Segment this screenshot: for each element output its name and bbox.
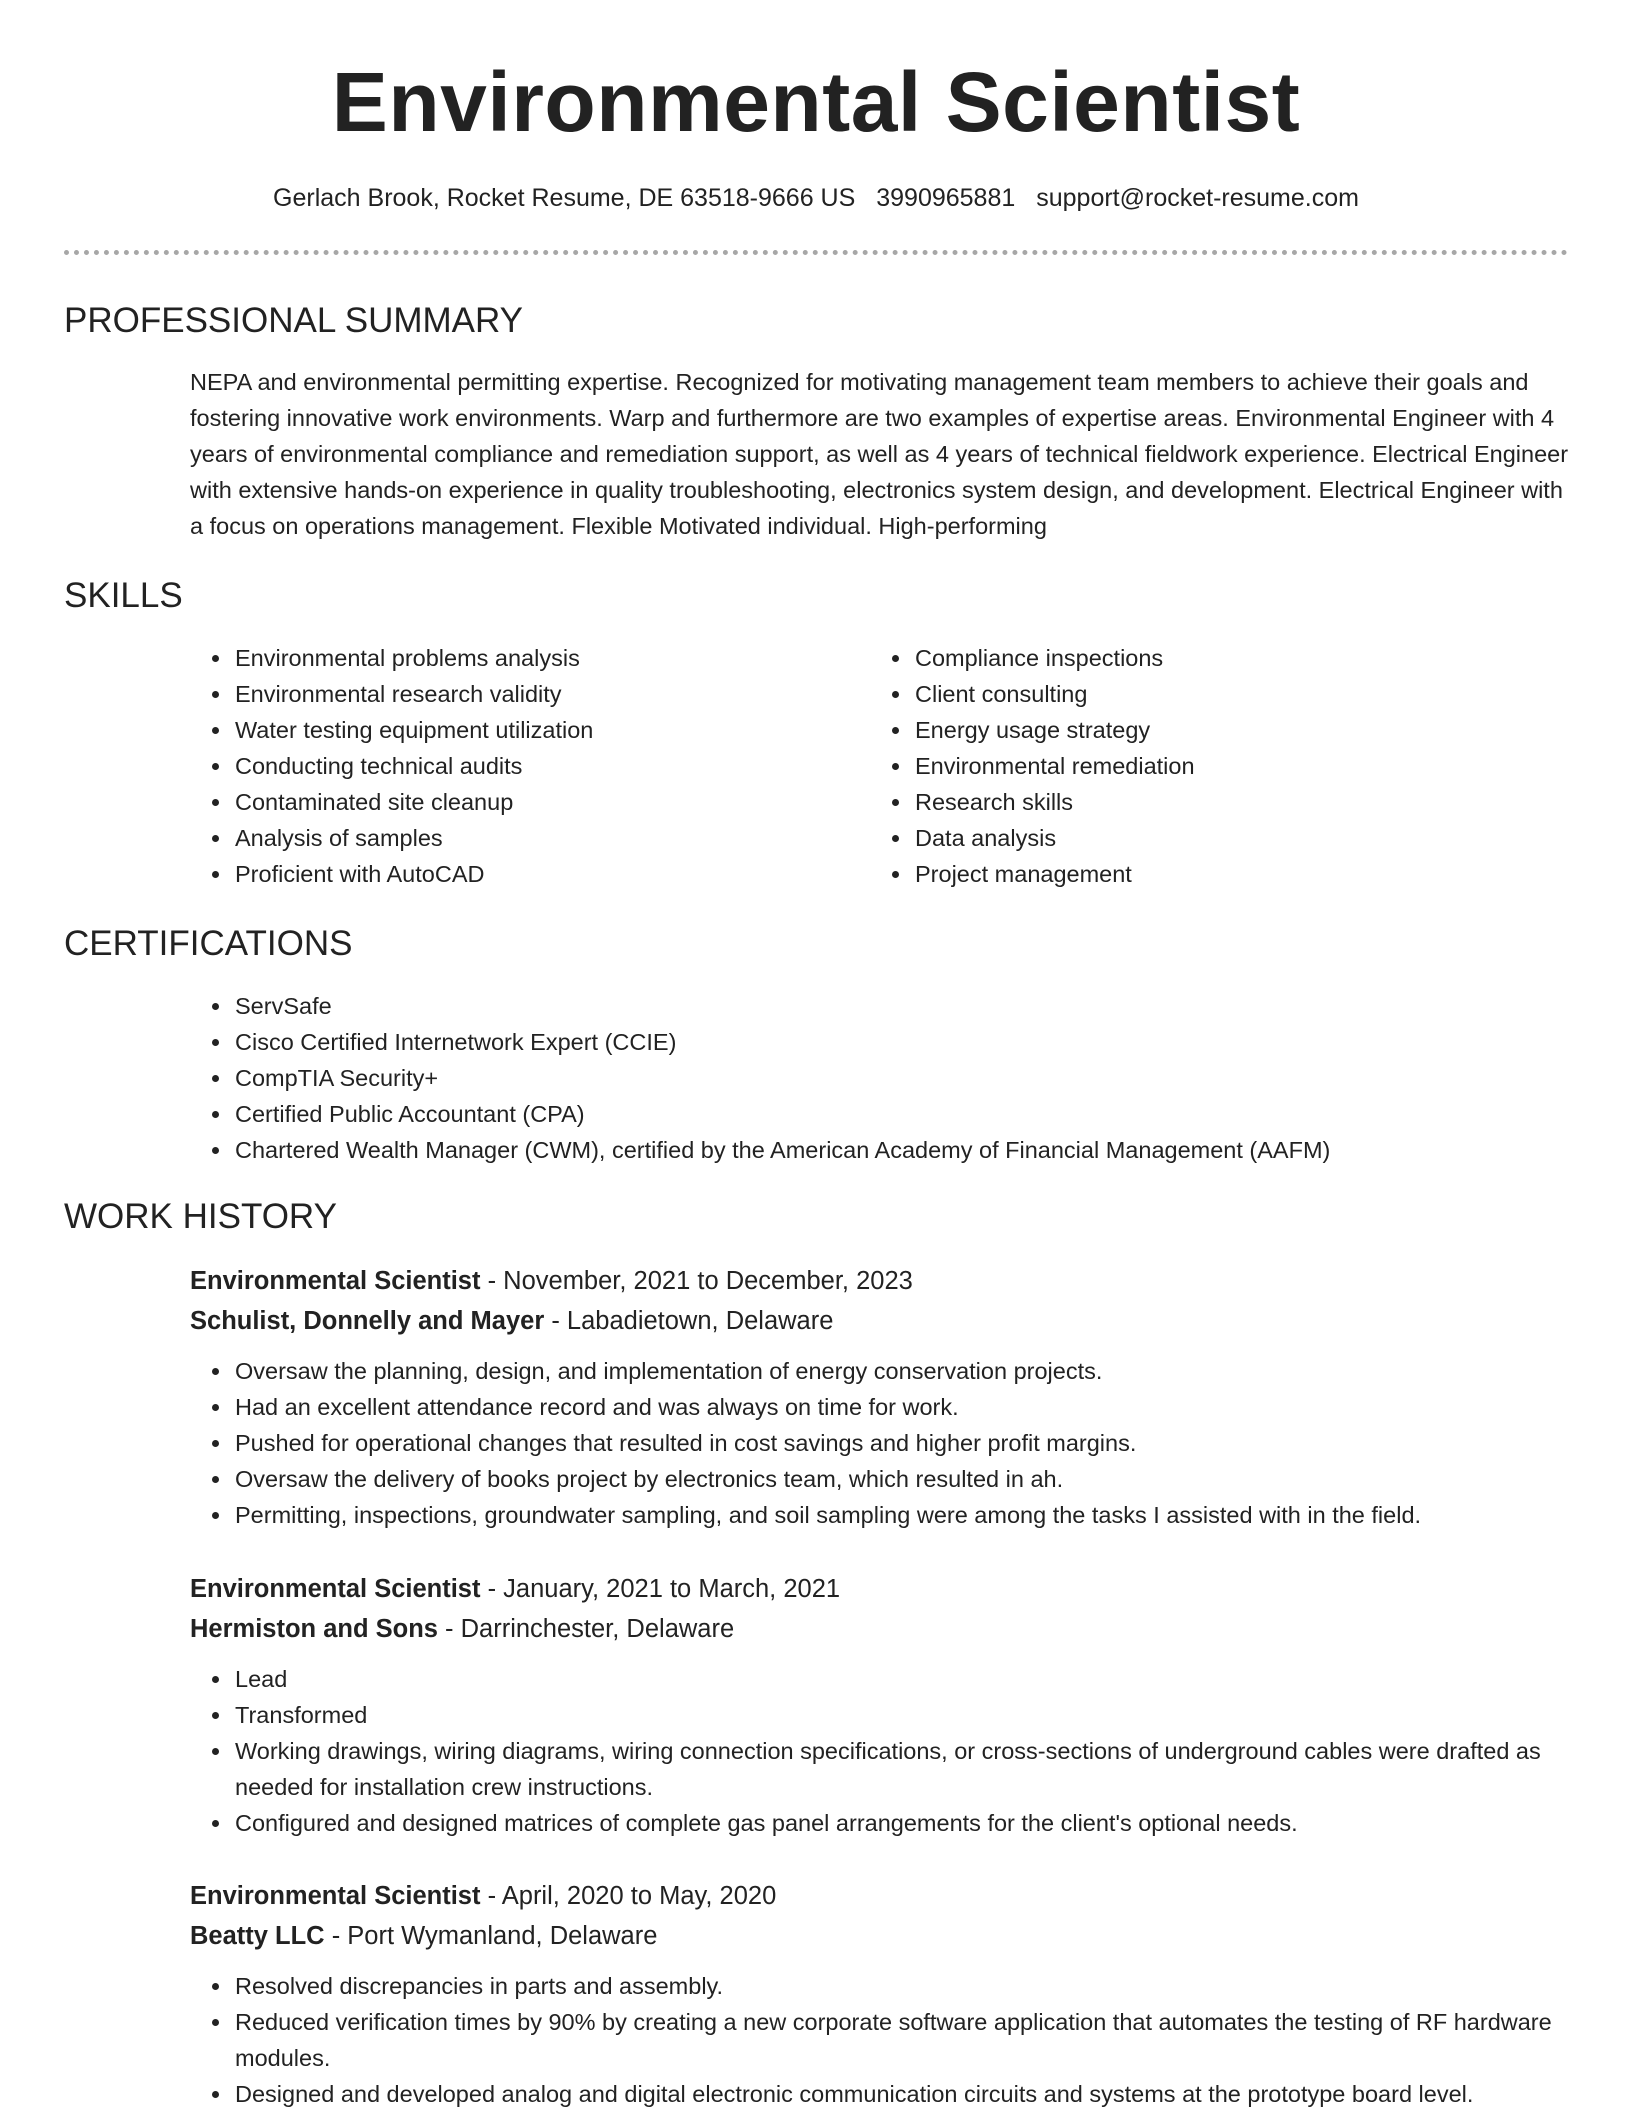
job-company: Beatty LLC <box>190 1922 325 1950</box>
skill-item: • Environmental research validity <box>233 676 830 712</box>
certification-item: • ServSafe <box>233 988 1570 1024</box>
skill-item: • Water testing equipment utilization <box>233 712 830 748</box>
skill-item: • Environmental remediation <box>913 748 1510 784</box>
certification-item: • Chartered Wealth Manager (CWM), certified by the American Academy of Financial Management (AAFM) <box>233 1132 1570 1168</box>
job-company: Hermiston and Sons <box>190 1615 438 1643</box>
job-location: - Labadietown, Delaware <box>544 1307 834 1335</box>
job-dates: - November, 2021 to December, 2023 <box>480 1267 913 1295</box>
job-bullets <box>190 1353 1570 1533</box>
job-dates: - April, 2020 to May, 2020 <box>480 1882 777 1910</box>
job-bullet: • Permitting, inspections, groundwater sampling, and soil sampling were among the tasks I assisted with in the field. <box>233 1497 1570 1533</box>
job-company-line <box>190 1609 1570 1649</box>
job-title: Environmental Scientist <box>190 1575 481 1603</box>
job-entry <box>190 1876 1570 2112</box>
job-company: Schulist, Donnelly and Mayer <box>190 1307 545 1335</box>
job-bullet: • Working drawings, wiring diagrams, wiring connection specifications, or cross-sections of underground cables were drafted as needed for installation crew instructions. <box>233 1733 1570 1805</box>
job-bullet: • Resolved discrepancies in parts and assembly. <box>233 1968 1570 2004</box>
certification-item: • Cisco Certified Internetwork Expert (CCIE) <box>233 1024 1570 1060</box>
job-bullet: • Transformed <box>233 1697 1570 1733</box>
job-bullet: • Oversaw the delivery of books project by electronics team, which resulted in ah. <box>233 1461 1570 1497</box>
job-company-line <box>190 1916 1570 1956</box>
job-entry <box>190 1569 1570 1841</box>
job-bullet: • Pushed for operational changes that resulted in cost savings and higher profit margins. <box>233 1425 1570 1461</box>
header-divider <box>64 250 1568 255</box>
skill-item: • Analysis of samples <box>233 820 830 856</box>
job-title: Environmental Scientist <box>190 1267 481 1295</box>
skill-item: • Data analysis <box>913 820 1510 856</box>
job-location: - Darrinchester, Delaware <box>437 1615 735 1643</box>
contact-phone: 3990965881 <box>876 184 1016 212</box>
resume-title: Environmental Scientist <box>331 55 1301 149</box>
job-dates: - January, 2021 to March, 2021 <box>480 1575 841 1603</box>
contact-line <box>0 180 1632 216</box>
skills-column-left <box>190 640 830 892</box>
job-company-line <box>190 1301 1570 1341</box>
skill-item: • Research skills <box>913 784 1510 820</box>
job-title-line <box>190 1569 1570 1609</box>
skills-heading: SKILLS <box>64 576 183 615</box>
job-bullet: • Reduced verification times by 90% by creating a new corporate software application that automates the testing of RF hardware modules. <box>233 2004 1570 2076</box>
summary-text: NEPA and environmental permitting expertise. Recognized for motivating management team members to achieve their goals and fostering innovative work environments. Warp and furthermore are two examples of expertise areas. Environmental Engineer with 4 years of environmental compliance and remediation support, as well as 4 years of technical fieldwork experience. Electrical Engineer with extensive hands-on experience in quality troubleshooting, electronics system design, and development. Electrical Engineer with a focus on operations management. Flexible Motivated individual. High-performing <box>190 369 1569 539</box>
job-location: - Port Wymanland, Delaware <box>324 1922 658 1950</box>
job-title: Environmental Scientist <box>190 1882 481 1910</box>
job-entry <box>190 1261 1570 1533</box>
skills-list-left <box>190 640 830 892</box>
skill-item: • Proficient with AutoCAD <box>233 856 830 892</box>
skill-item: • Environmental problems analysis <box>233 640 830 676</box>
skills-list-right <box>870 640 1510 892</box>
job-bullets <box>190 1661 1570 1841</box>
skill-item: • Contaminated site cleanup <box>233 784 830 820</box>
job-title-line <box>190 1876 1570 1916</box>
summary-heading: PROFESSIONAL SUMMARY <box>64 301 523 340</box>
job-bullets <box>190 1968 1570 2112</box>
job-bullet: • Had an excellent attendance record and was always on time for work. <box>233 1389 1570 1425</box>
job-bullet: • Designed and developed analog and digital electronic communication circuits and systems at the prototype board level. <box>233 2076 1570 2112</box>
certification-item: • Certified Public Accountant (CPA) <box>233 1096 1570 1132</box>
skills-column-right <box>870 640 1510 892</box>
job-bullet: • Oversaw the planning, design, and implementation of energy conservation projects. <box>233 1353 1570 1389</box>
certification-item: • CompTIA Security+ <box>233 1060 1570 1096</box>
skill-item: • Project management <box>913 856 1510 892</box>
job-bullet: • Lead <box>233 1661 1570 1697</box>
skill-item: • Client consulting <box>913 676 1510 712</box>
skill-item: • Compliance inspections <box>913 640 1510 676</box>
certifications-heading: CERTIFICATIONS <box>64 924 353 963</box>
job-bullet: • Configured and designed matrices of complete gas panel arrangements for the client's optional needs. <box>233 1805 1570 1841</box>
work-history-heading: WORK HISTORY <box>64 1197 337 1236</box>
skill-item: • Energy usage strategy <box>913 712 1510 748</box>
contact-address: Gerlach Brook, Rocket Resume, DE 63518-9666 US <box>273 184 856 212</box>
contact-email: support@rocket-resume.com <box>1036 184 1359 212</box>
job-title-line <box>190 1261 1570 1301</box>
certifications-list <box>190 988 1570 1168</box>
skill-item: • Conducting technical audits <box>233 748 830 784</box>
